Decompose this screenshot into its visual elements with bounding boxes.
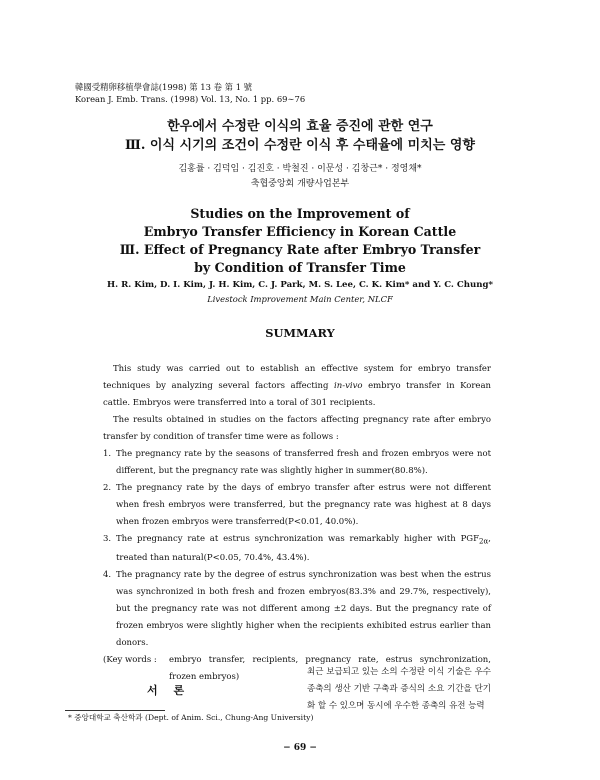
pgf-subscript: 2α — [479, 536, 489, 546]
journal-citation-english: Korean J. Emb. Trans. (1998) Vol. 13, No. 1 pp. 69∼76 — [75, 94, 306, 104]
english-authors: H. R. Kim, D. I. Kim, J. H. Kim, C. J. Park, M. S. Lee, C. K. Kim* and Y. C. Chung* — [107, 280, 493, 290]
english-affiliation: Livestock Improvement Main Center, NLCF — [207, 294, 393, 304]
introduction-body: 최근 보급되고 있는 소의 수정란 이식 기술은 우수 종축의 생산 기반 구축과 증식의 소요 기간을 단기화 할 수 있으며 동시에 우수한 종축의 유전 능력 — [307, 667, 491, 711]
english-title-line1: Studies on the Improvement of — [190, 206, 410, 221]
korean-authors: 김홍률 · 김덕임 · 김진호 · 박철진 · 이문성 · 김창근* · 정영채* — [178, 164, 422, 174]
korean-title-line2: Ⅲ. 이식 시기의 조건이 수정란 이식 후 수태율에 미치는 영향 — [125, 138, 475, 153]
footnote-rule — [65, 710, 165, 711]
results-intro: The results obtained in studies on the factors affecting pregnancy rate after embryo transfer by condition of transfer time were as follows : — [103, 415, 491, 442]
korean-title-line1: 한우에서 수정란 이식의 효율 증진에 관한 연구 — [167, 119, 433, 134]
korean-affiliation: 축협중앙회 개량사업본부 — [250, 179, 350, 189]
summary-body — [103, 361, 491, 686]
results-list — [103, 446, 491, 652]
english-title-line2: Embryo Transfer Efficiency in Korean Cattle — [143, 224, 457, 239]
footnote: * 중앙대학교 축산학과 (Dept. of Anim. Sci., Chung-Ang University) — [68, 713, 314, 722]
page-number: − 69 − — [283, 743, 317, 753]
in-vivo-term: in-vivo — [334, 381, 363, 391]
result-item-4: 4. The pragnancy rate by the degree of estrus synchronization was best when the estrus was synchronized in both fresh and frozen embryos(83.3% and 29.7%, respectively), but the pregnancy rate was not different among ±2 days. But the pregnancy rate of frozen embryos were slightly higher when the recipients exhibited estrus earlier than donors. — [103, 569, 491, 648]
result-item-1: 1. The pregnancy rate by the seasons of transferred fresh and frozen embryos were not different, but the pregnancy rate was slightly higher in summer(80.8%). — [103, 449, 491, 476]
result-item-3: 3. The pregnancy rate at estrus synchronization was remarkably higher with $PGF_{2\alpha}$, treated than natural(P<0.05, 70.4%, 43.4%). — [103, 534, 491, 563]
summary-intro: This study was carried out to establish an effective system for embryo transfer techniques by analyzing several factors affecting in-vivo embryo transfer in Korean cattle. Embryos were transferred into a toral of 301 recipients. — [103, 364, 491, 408]
keywords: (Key words : embryo transfer, recipients, pregnancy rate, estrus synchronization, frozen embryos) — [103, 654, 491, 682]
english-title-line3: Ⅲ. Effect of Pregnancy Rate after Embryo Transfer — [119, 242, 481, 257]
result-item-2: 2. The pregnancy rate by the days of embryo transfer after estrus were not different when fresh embryos were transferred, but the pregnancy rate was highest at 8 days when frozen embryos were transferred(P<0.01, 40.0%). — [103, 483, 491, 527]
summary-heading: SUMMARY — [265, 326, 335, 340]
journal-citation-korean: 韓國受精卵移植學會誌(1998) 第 13 卷 第 1 號 — [75, 82, 253, 92]
introduction-heading: 서 론 — [147, 684, 191, 697]
english-title-line4: by Condition of Transfer Time — [194, 260, 406, 275]
